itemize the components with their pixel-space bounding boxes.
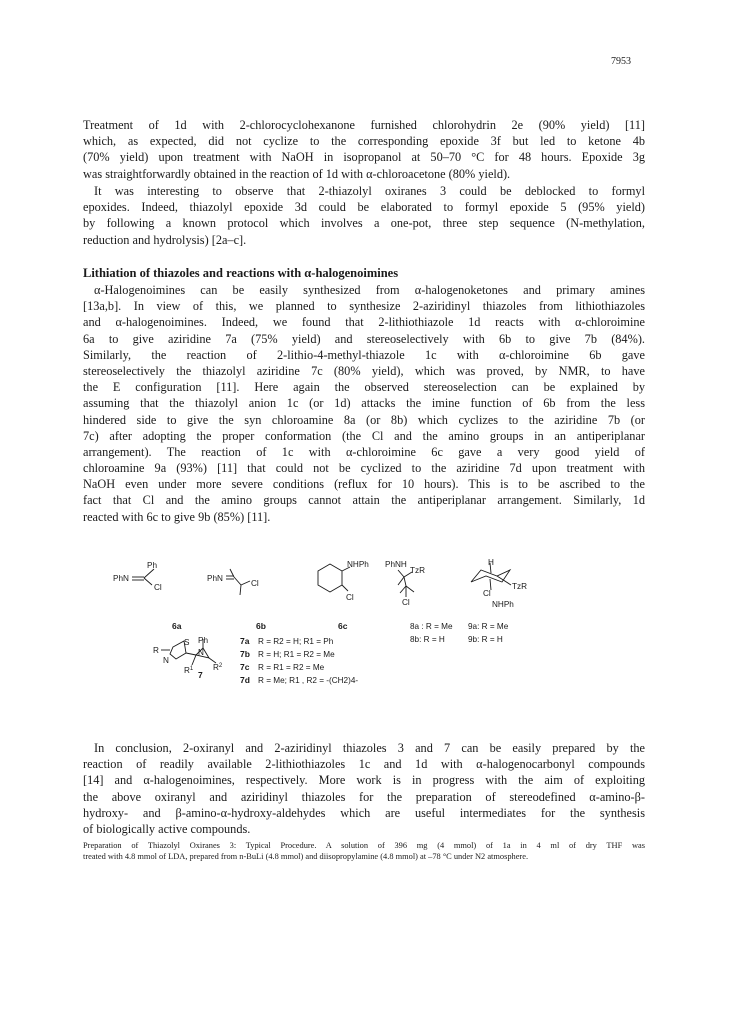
experimental-footnote xyxy=(83,840,645,862)
text-line: arrangement). The reaction of 1c with α-chloroimine 6c gave a very good yield of xyxy=(83,444,645,459)
atom-label: R xyxy=(153,646,159,655)
text-line: In conclusion, 2-oxiranyl and 2-aziridinyl thiazoles 3 and 7 can be easily prepared by the xyxy=(94,741,645,755)
atom-label: Cl xyxy=(251,579,259,588)
text-line: [14] and α-halogenoimines, respectively. More work is in progress with the aim of exploiting xyxy=(83,773,645,788)
atom-superscript: 1 xyxy=(189,666,194,672)
legend-code: 7c xyxy=(240,662,250,672)
atom-label xyxy=(184,666,194,675)
paragraph-2 xyxy=(83,183,645,248)
compound-label: 9b: R = H xyxy=(468,635,503,644)
footnote-line: treated with 4.8 mmol of LDA, prepared from n-BuLi (4.8 mmol) and diisopropylamine (4.8 mmol) at –78 °C under N2 atmosphere. xyxy=(83,852,529,861)
paragraph-3 xyxy=(83,282,645,525)
atom-label: Ph xyxy=(198,636,209,645)
legend-code: 7a xyxy=(240,636,250,646)
text-line: the above oxiranyl and aziridinyl thiazoles for the preparation of stereodefined α-amino-β- xyxy=(83,789,645,804)
atom-label: NHPh xyxy=(347,560,369,569)
atom-label: PhNH xyxy=(385,560,407,569)
text-line: 7c) after adopting the proper conformation (the Cl and the amino groups in an antiperiplanar xyxy=(83,428,645,443)
text-line: Similarly, the reaction of 2-lithio-4-methyl-thiazole 1c with α-chloroimine 6b gave xyxy=(83,347,645,362)
text-line: the E configuration [11]. Here again the observed stereoselection can be explained by xyxy=(83,380,645,395)
atom-label: Cl xyxy=(154,583,162,592)
text-line: hydroxy- and β-amino-α-hydroxy-aldehydes which are useful intermediates for the synthesis xyxy=(83,805,645,820)
atom-label: Cl xyxy=(483,589,491,598)
text-line: Treatment of 1d with 2-chlorocyclohexanone furnished chlorohydrin 2e (90% yield) [11] xyxy=(83,118,645,132)
atom-label: PhN xyxy=(113,574,129,583)
compound-label: 9a: R = Me xyxy=(468,622,509,631)
footnote-line: Preparation of Thiazolyl Oxiranes 3: Typical Procedure. A solution of 396 mg (4 mmol) of 1a in 4 ml of dry THF was xyxy=(83,841,645,850)
atom-label: TzR xyxy=(512,582,528,591)
atom-label: H xyxy=(488,558,494,567)
atom-label: N xyxy=(163,656,169,665)
text-line: by following a known protocol which involves a one-pot, three step sequence (N-methylation, xyxy=(83,216,645,231)
text-line: fact that Cl and the amino groups cannot attain the antiperiplanar arrangement. Similarly, 1d xyxy=(83,493,645,508)
page-number: 7953 xyxy=(611,56,631,67)
atom-label: NHPh xyxy=(492,600,514,609)
paragraph-4 xyxy=(83,740,645,837)
text-line: epoxides. Indeed, thiazolyl epoxide 3d could be elaborated to formyl epoxide 5 (95% yield) xyxy=(83,200,645,215)
text-line: reacted with 6c to give 9b (85%) [11]. xyxy=(83,509,271,524)
compound-label: 8a : R = Me xyxy=(410,622,453,631)
text-line: of biologically active compounds. xyxy=(83,821,251,836)
legend-text: R = R1 = R2 = Me xyxy=(258,663,325,672)
text-line: It was interesting to observe that 2-thiazolyl oxiranes 3 could be deblocked to formyl xyxy=(94,184,645,198)
text-line: stereoselectively the thiazolyl aziridine 7c (80% yield), which was proved, by NMR, to have xyxy=(83,363,645,378)
legend-text: R = H; R1 = R2 = Me xyxy=(258,650,335,659)
text-line: chloroamine 9a (93%) [11] that could not be cyclized to the aziridine 7d upon treatment with xyxy=(83,461,645,476)
text-line: 6a to give aziridine 7a (75% yield) and stereoselectively with 6b to give 7b (84%). xyxy=(83,331,645,346)
compound-label: 7 xyxy=(198,670,203,680)
paragraph-1 xyxy=(83,117,645,182)
text-line: (70% yield) upon treatment with NaOH in isopropanol at 50–70 °C for 48 hours. Epoxide 3g xyxy=(83,150,645,165)
compound-label: 6a xyxy=(172,621,182,631)
text-line: NaOH even under more severe conditions (reflux for 10 hours). This is to be ascribed to the xyxy=(83,477,645,492)
text-line: assuming that the thiazolyl anion 1c (or 1d) attacks the imine function of 6b from the less xyxy=(83,396,645,411)
section-heading: Lithiation of thiazoles and reactions with α-halogenoimines xyxy=(83,266,399,280)
atom-superscript: 2 xyxy=(218,663,223,669)
text-line: which, as expected, did not cyclize to the corresponding epoxide 3f but led to ketone 4b xyxy=(83,134,645,149)
legend-text: R = Me; R1 , R2 = -(CH2)4- xyxy=(258,676,359,685)
atom-label: S xyxy=(184,638,190,647)
atom-label xyxy=(213,663,223,672)
text-line: [13a,b]. In view of this, we planned to synthesize 2-aziridinyl thiazoles from lithiothiazoles xyxy=(83,299,645,314)
reaction-scheme-figure xyxy=(100,555,620,690)
atom-label: R xyxy=(213,663,219,672)
compound-label: 6c xyxy=(338,621,348,631)
text-line: reaction of readily available 2-lithiothiazoles 1c and 1d with α-halogenocarbonyl compounds xyxy=(83,757,645,772)
atom-label: Ph xyxy=(147,561,158,570)
text-line: was straightforwardly obtained in the reaction of 1d with α-chloroacetone (80% yield). xyxy=(83,166,511,181)
text-line: reduction and hydrolysis) [2a–c]. xyxy=(83,232,247,247)
atom-label: R xyxy=(184,666,190,675)
legend-code: 7b xyxy=(240,649,250,659)
compound-label: 8b: R = H xyxy=(410,635,445,644)
legend-text: R = R2 = H; R1 = Ph xyxy=(258,637,334,646)
atom-label: Cl xyxy=(346,593,354,602)
text-line: α-Halogenoimines can be easily synthesized from α-halogenoketones and primary amines xyxy=(94,283,645,297)
legend-code: 7d xyxy=(240,675,250,685)
compound-label: 6b xyxy=(256,621,266,631)
atom-label: Cl xyxy=(402,598,410,607)
atom-label: TzR xyxy=(410,566,426,575)
text-line: hindered side to give the syn chloroamine 8a (or 8b) which cyclizes to the aziridine 7b (or xyxy=(83,412,645,427)
text-line: and α-halogenoimines. Indeed, we found that 2-lithiothiazole 1d reacts with α-chloroimine xyxy=(83,315,645,330)
atom-label: N xyxy=(198,648,204,657)
atom-label: PhN xyxy=(207,574,223,583)
